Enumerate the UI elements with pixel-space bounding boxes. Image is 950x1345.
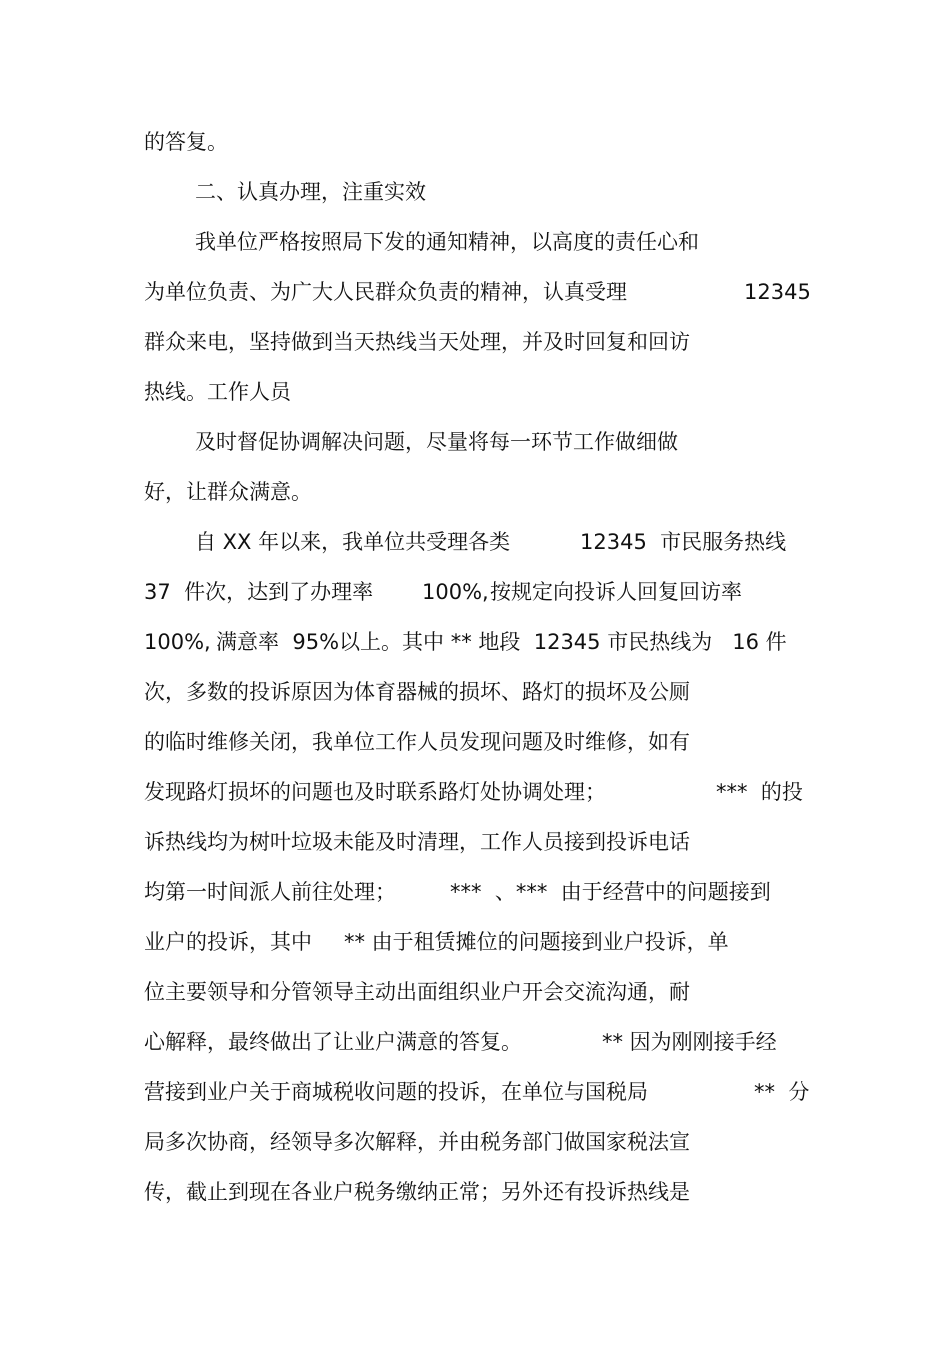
text-segment: 为单位负责、为广大人民群众负责的精神，认真受理: [144, 280, 627, 304]
text-line: [144, 777, 806, 807]
text-line: [144, 527, 804, 557]
text-segment: 营接到业户关于商城税收问题的投诉，在单位与国税局: [144, 1080, 648, 1104]
text-segment: 发现路灯损坏的问题也及时联系路灯处协调处理；: [144, 780, 606, 804]
text-segment: 按规定向投诉人回复回访率: [490, 580, 742, 604]
text-segment: ** 因为刚刚接手经: [602, 1030, 777, 1054]
text-line: 群众来电，坚持做到当天热线当天处理，并及时回复和回访: [144, 330, 690, 354]
text-line: 我单位严格按照局下发的通知精神，以高度的责任心和: [195, 230, 699, 254]
text-segment: 37 件次，达到了办理率: [144, 580, 374, 604]
text-segment: ** 分: [754, 1080, 810, 1104]
text-line: 传，截止到现在各业户税务缴纳正常；另外还有投诉热线是: [144, 1180, 690, 1204]
text-segment: *** 、*** 由于经营中的问题接到: [450, 880, 771, 904]
text-line: 次，多数的投诉原因为体育器械的损坏、路灯的损坏及公厕: [144, 680, 690, 704]
text-segment: 心解释，最终做出了让业户满意的答复。: [144, 1030, 522, 1054]
text-line: [144, 927, 806, 957]
text-line: [144, 1077, 810, 1107]
text-line: [144, 277, 811, 307]
text-segment: *** 的投: [716, 780, 803, 804]
text-line: 及时督促协调解决问题，尽量将每一环节工作做细做: [195, 430, 678, 454]
text-segment: 业户的投诉，其中: [144, 930, 312, 954]
text-line: [144, 877, 806, 907]
section-heading: 二、认真办理，注重实效: [195, 180, 426, 204]
text-line: 好，让群众满意。: [144, 480, 312, 504]
text-line: 诉热线均为树叶垃圾未能及时清理，工作人员接到投诉电话: [144, 830, 690, 854]
text-line: 位主要领导和分管领导主动出面组织业户开会交流沟通，耐: [144, 980, 690, 1004]
text-segment: 12345 市民服务热线: [580, 530, 787, 554]
text-segment: 均第一时间派人前往处理；: [144, 880, 396, 904]
text-line: [144, 1027, 806, 1057]
text-segment: 自 XX 年以来，我单位共受理各类: [195, 530, 511, 554]
text-line: 热线。工作人员: [144, 380, 291, 404]
text-segment: ** 由于租赁摊位的问题接到业户投诉，单: [344, 930, 729, 954]
text-line: 的答复。: [144, 130, 228, 154]
text-segment: 满意率 95%以上。其中 ** 地段 12345 市民热线为 16 件: [216, 630, 787, 654]
text-segment: 12345: [744, 280, 811, 304]
text-segment: 100%,: [422, 580, 489, 604]
text-line: [144, 577, 804, 607]
text-segment: 100%,: [144, 630, 211, 654]
text-line: 的临时维修关闭，我单位工作人员发现问题及时维修，如有: [144, 730, 690, 754]
text-line: 局多次协商，经领导多次解释，并由税务部门做国家税法宣: [144, 1130, 690, 1154]
text-line: [144, 627, 806, 657]
